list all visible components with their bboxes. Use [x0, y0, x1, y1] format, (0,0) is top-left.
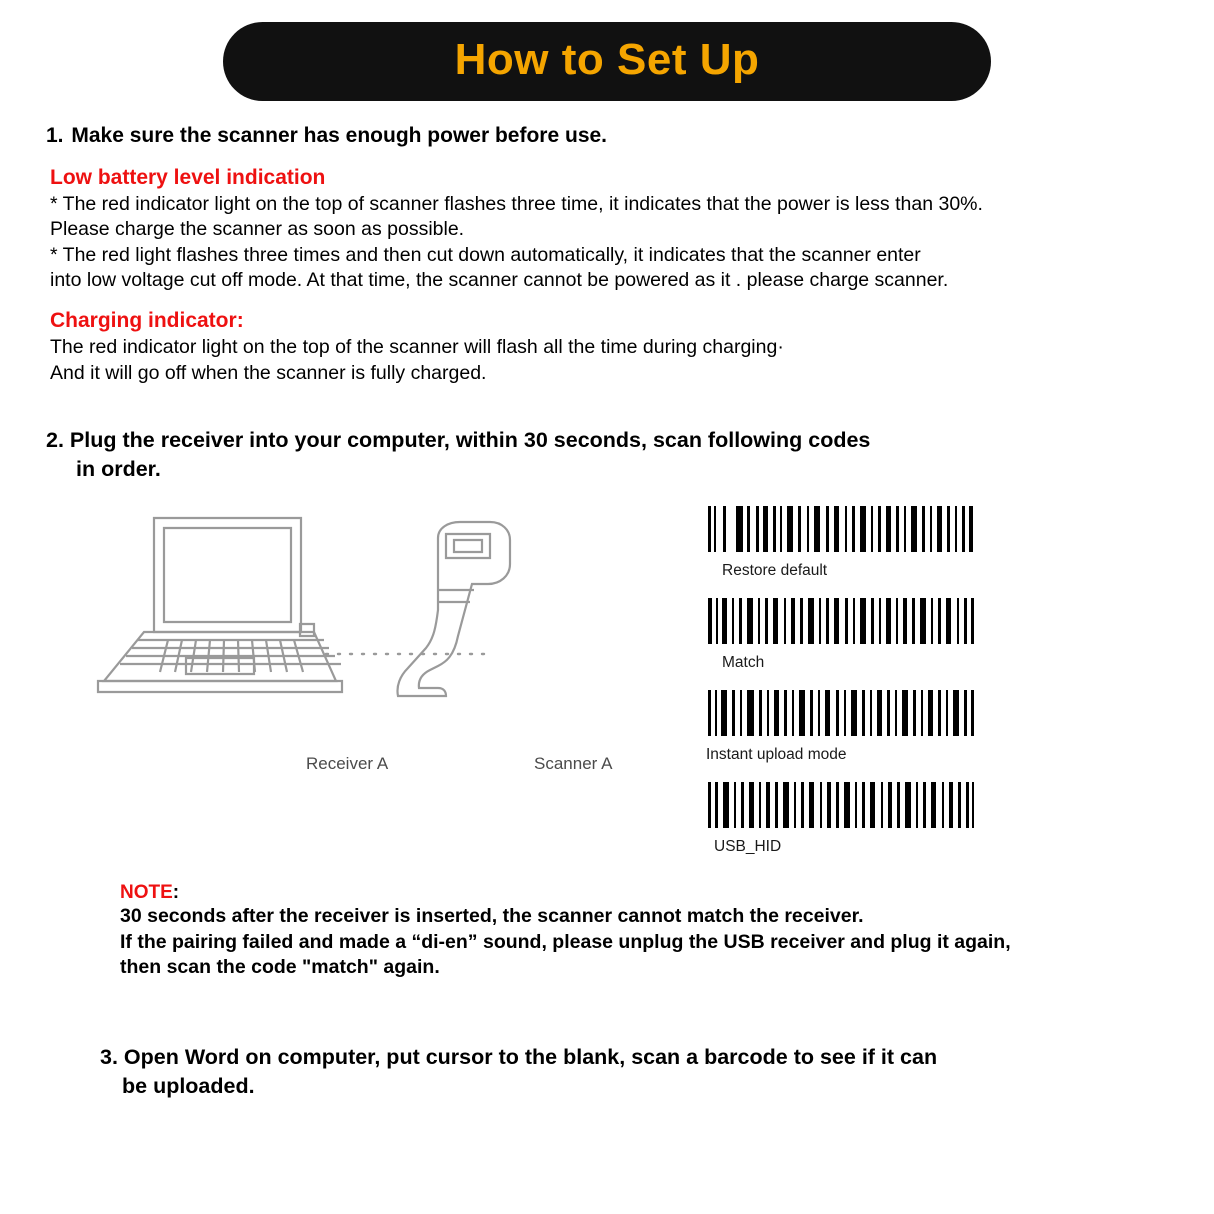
barcode-usb-hid [706, 782, 1174, 856]
step-1-heading-text: Make sure the scanner has enough power before use. [71, 124, 608, 147]
receiver-label: Receiver A [306, 753, 389, 773]
laptop-icon [98, 518, 342, 692]
step-2-line-2: in order. [76, 456, 161, 481]
charging-line-2: And it will go off when the scanner is fully charged. [50, 361, 487, 384]
charging-indicator-body [46, 335, 1174, 386]
step-2-heading [46, 426, 1174, 484]
step-1-heading [46, 123, 1174, 150]
low-battery-heading: Low battery level indication [50, 165, 326, 189]
charging-indicator-heading [50, 309, 1174, 333]
low-battery-line-3: * The red light flashes three times and then cut down automatically, it indicates that the scanner enter [50, 243, 921, 266]
note-block [46, 882, 1174, 981]
scanner-label: Scanner A [534, 753, 613, 773]
barcode-image-usb-hid [706, 782, 976, 828]
charging-line-1: The red indicator light on the top of the scanner will flash all the time during charging· [50, 336, 784, 359]
barcode-caption-usb-hid: USB_HID [714, 837, 782, 855]
step-3-heading [46, 1043, 1174, 1101]
page-title: How to Set Up [454, 35, 760, 84]
note-line-1: 30 seconds after the receiver is inserted, the scanner cannot match the receiver. [120, 904, 864, 927]
barcode-instant-upload-mode [706, 690, 1174, 764]
device-illustration [46, 506, 706, 806]
step-2-number: 2. [46, 427, 64, 452]
low-battery-line-1: * The red indicator light on the top of scanner flashes three time, it indicates that the power is less than 30%. [50, 192, 983, 215]
barcode-image-restore-default [706, 506, 976, 552]
barcode-scanner-icon [397, 522, 510, 696]
step-3-line-2: be uploaded. [122, 1074, 255, 1099]
title-banner-container [0, 0, 1214, 101]
step-3-number: 3. [100, 1045, 118, 1070]
charging-indicator-heading-text: Charging indicator [50, 309, 237, 333]
barcode-list [706, 506, 1174, 874]
step-1-number: 1. [46, 124, 64, 147]
note-label-colon: : [172, 881, 180, 903]
note-label-text: NOTE [120, 881, 173, 903]
barcode-image-match [706, 598, 976, 644]
low-battery-line-2: Please charge the scanner as soon as possible. [50, 218, 465, 241]
step-2-line-1: Plug the receiver into your computer, within 30 seconds, scan following codes [69, 427, 871, 452]
note-line-3: then scan the code "match" again. [120, 956, 440, 979]
setup-illustration-row [46, 506, 1174, 874]
barcode-match [706, 598, 1174, 672]
barcode-caption-instant-upload-mode: Instant upload mode [706, 745, 847, 763]
barcode-restore-default [706, 506, 1174, 580]
barcode-caption-match: Match [722, 653, 765, 671]
illustration-svg [86, 506, 706, 756]
barcode-caption-restore-default: Restore default [722, 561, 828, 579]
step-3-line-1: Open Word on computer, put cursor to the blank, scan a barcode to see if it can [123, 1045, 938, 1070]
document-content [0, 123, 1214, 1101]
charging-indicator-colon: : [236, 309, 244, 333]
title-banner [223, 22, 991, 101]
note-line-2: If the pairing failed and made a “di-en” sound, please unplug the USB receiver and plug it again, [120, 930, 1011, 953]
low-battery-body [46, 192, 1174, 293]
low-battery-line-4: into low voltage cut off mode. At that time, the scanner cannot be powered as it . please charge scanner. [50, 268, 949, 291]
barcode-image-instant-upload-mode [706, 690, 976, 736]
note-label [120, 882, 1174, 904]
